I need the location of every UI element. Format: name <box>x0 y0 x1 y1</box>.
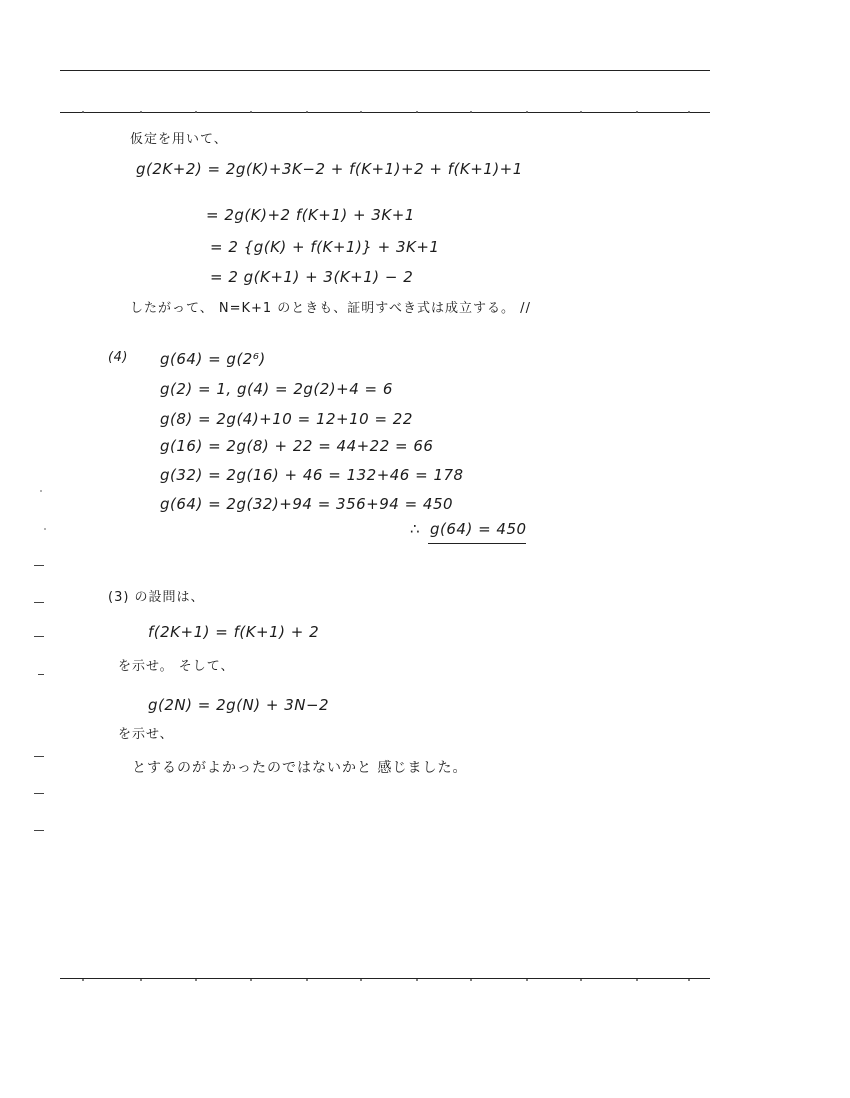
proof-line-1: g(2K+2) = 2g(K)+3K−2 + f(K+1)+2 + f(K+1)+1 <box>136 160 523 178</box>
part4-line-1: g(2) = 1, g(4) = 2g(2)+4 = 6 <box>160 380 393 398</box>
scan-speck <box>40 490 42 492</box>
margin-mark <box>34 602 44 603</box>
part4-line-5: g(64) = 2g(32)+94 = 356+94 = 450 <box>160 495 454 513</box>
part4-line-0: g(64) = g(2⁶) <box>160 350 266 368</box>
proof-line-2: = 2g(K)+2 f(K+1) + 3K+1 <box>206 206 415 224</box>
bottom-rule-ticks <box>60 979 710 981</box>
margin-mark <box>34 636 44 637</box>
remark-eq-1: f(2K+1) = f(K+1) + 2 <box>148 623 320 641</box>
answer-underline <box>428 543 526 544</box>
remark-closing: とするのがよかったのではないかと 感じました。 <box>132 760 468 776</box>
margin-mark <box>34 756 44 757</box>
proof-line-4: = 2 g(K+1) + 3(K+1) − 2 <box>210 268 414 286</box>
remark-text-1: を示せ。 そして、 <box>118 659 235 674</box>
scan-speck <box>44 528 46 530</box>
part4-answer: g(64) = 450 <box>430 520 527 538</box>
margin-mark <box>38 674 44 675</box>
therefore-symbol: ∴ <box>410 520 421 538</box>
margin-mark <box>34 793 44 794</box>
margin-mark <box>34 830 44 831</box>
part4-label: (4) <box>108 350 128 365</box>
part4-line-4: g(32) = 2g(16) + 46 = 132+46 = 178 <box>160 466 464 484</box>
proof-line-3: = 2 {g(K) + f(K+1)} + 3K+1 <box>210 238 440 256</box>
part4-line-2: g(8) = 2g(4)+10 = 12+10 = 22 <box>160 410 413 428</box>
margin-mark <box>34 565 44 566</box>
proof-conclusion: したがって、 N=K+1 のときも、証明すべき式は成立する。 // <box>130 301 531 316</box>
part4-line-3: g(16) = 2g(8) + 22 = 44+22 = 66 <box>160 437 434 455</box>
remark-eq-2: g(2N) = 2g(N) + 3N−2 <box>148 696 330 714</box>
proof-intro: 仮定を用いて、 <box>130 132 228 147</box>
remark-intro: (3) の設問は、 <box>108 590 205 605</box>
top-rule-1 <box>60 70 710 71</box>
top-rule-ticks <box>60 111 710 113</box>
remark-text-2: を示せ、 <box>118 727 174 742</box>
